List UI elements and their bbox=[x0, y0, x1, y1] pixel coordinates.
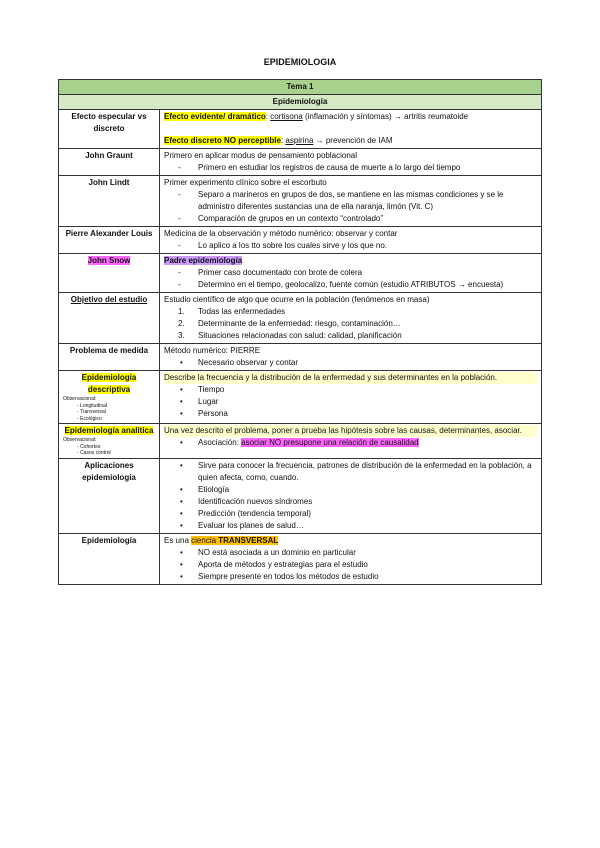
epidemiologia-line bbox=[164, 535, 537, 547]
notes-table bbox=[58, 79, 542, 585]
discrete-highlight: Efecto discreto NO perceptible bbox=[164, 136, 281, 145]
lindt-list bbox=[164, 189, 537, 225]
list-item: • Aporta de métodos y estrategias para el estudio bbox=[164, 559, 537, 571]
row-content-snow bbox=[160, 254, 542, 293]
epidemiologia-list bbox=[164, 547, 537, 583]
row-content-objetivo bbox=[160, 293, 542, 344]
snow-list bbox=[164, 267, 537, 291]
list-item: - Primero en estudiar los registros de causa de muerte a lo largo del tiempo bbox=[164, 162, 537, 174]
row-label-aplicaciones: Aplicaciones epidemiología bbox=[59, 458, 160, 533]
table-row bbox=[59, 458, 542, 533]
row-content-descriptiva bbox=[160, 371, 542, 424]
list-text: Determinante de la enfermedad: riesgo, contaminación… bbox=[198, 319, 401, 328]
list-item: - Determino en el tiempo, geolocalizo, fuente común (estudio ATRIBUTOS → encuesta) bbox=[164, 279, 537, 291]
lindt-line: Primer experimento clínico sobre el escorbuto bbox=[164, 178, 327, 187]
aplicaciones-list bbox=[164, 460, 537, 532]
table-row bbox=[59, 344, 542, 371]
descriptiva-label: Epidemiología descriptiva bbox=[81, 373, 137, 394]
list-item: • Sirve para conocer la frecuencia, patrones de distribución de la enfermedad en la población, a quien afecta, como, cuando. bbox=[164, 460, 537, 484]
row-label-objetivo bbox=[59, 293, 160, 344]
objetivo-label: Objetivo del estudio bbox=[70, 295, 148, 304]
note-list bbox=[63, 403, 155, 423]
analitica-note bbox=[63, 437, 155, 457]
list-item: - Lo aplico a los tto sobre los cuales sirve y los que no. bbox=[164, 240, 537, 252]
list-item bbox=[164, 318, 537, 330]
list-item: • Etiología bbox=[164, 484, 537, 496]
list-item: - Primer caso documentado con brote de colera bbox=[164, 267, 537, 279]
list-text: Todas las enfermedades bbox=[198, 307, 286, 316]
table-row bbox=[59, 110, 542, 149]
row-label-lindt: John Lindt bbox=[59, 176, 160, 227]
row-label-epidemiologia: Epidemiología bbox=[59, 533, 160, 584]
row-content-analitica bbox=[160, 424, 542, 459]
discrete-rest: → prevención de IAM bbox=[313, 136, 393, 145]
row-label-problema: Problema de medida bbox=[59, 344, 160, 371]
note-item: - Transversal bbox=[77, 409, 155, 416]
list-item: • Necesario observar y contar bbox=[164, 357, 537, 369]
band-section-row bbox=[59, 95, 542, 110]
document-title: EPIDEMIOLOGIA bbox=[263, 57, 337, 67]
row-content-efecto bbox=[160, 110, 542, 149]
list-item: • Evaluar los planes de salud… bbox=[164, 520, 537, 532]
list-item: • Persona bbox=[164, 408, 537, 420]
evident-highlight: Efecto evidente/ dramático bbox=[164, 112, 266, 121]
snow-title-line bbox=[164, 255, 537, 267]
note-title: Observacional: bbox=[63, 396, 97, 402]
row-content-lindt bbox=[160, 176, 542, 227]
descriptiva-note bbox=[63, 396, 155, 422]
problema-line: Método numérico: PIERRE bbox=[164, 346, 261, 355]
list-item bbox=[164, 437, 537, 449]
descriptiva-line: Describe la frecuencia y la distribución de la enfermedad y sus determinantes en la población. bbox=[164, 372, 537, 384]
evident-colon: : bbox=[265, 112, 271, 121]
list-number: 2. bbox=[178, 319, 185, 328]
discrete-line bbox=[164, 135, 537, 147]
table-row bbox=[59, 149, 542, 176]
row-content-epidemiologia bbox=[160, 533, 542, 584]
row-content-aplicaciones bbox=[160, 458, 542, 533]
asociacion-highlight: asociar NO presupone una relación de causalidad bbox=[241, 438, 419, 447]
row-label-snow bbox=[59, 254, 160, 293]
list-number: 3. bbox=[178, 331, 185, 340]
row-label-descriptiva bbox=[59, 371, 160, 424]
row-label-graunt: John Graunt bbox=[59, 149, 160, 176]
note-item: - Casos control bbox=[77, 450, 155, 457]
row-content-graunt bbox=[160, 149, 542, 176]
spacer bbox=[164, 123, 537, 135]
list-item: - Separo a marineros en grupos de dos, se mantiene en las mismas condiciones y se le administro diferentes sustancias una de ella naranja, limón (Vit. C) bbox=[164, 189, 537, 213]
list-item: • Identificación nuevos síndromes bbox=[164, 496, 537, 508]
band-section: Epidemiología bbox=[59, 95, 542, 110]
louis-line: Medicina de la observación y método numérico: observar y contar bbox=[164, 229, 398, 238]
graunt-list bbox=[164, 162, 537, 174]
discrete-colon: : bbox=[280, 136, 286, 145]
list-item: • Tiempo bbox=[164, 384, 537, 396]
list-item: • Siempre presente en todos los métodos de estudio bbox=[164, 571, 537, 583]
list-item: • NO está asociada a un dominio en particular bbox=[164, 547, 537, 559]
analitica-line: Una vez descrito el problema, poner a prueba las hipótesis sobre las causas, determinantes, asociar. bbox=[164, 425, 537, 437]
list-item bbox=[164, 330, 537, 342]
table-row bbox=[59, 293, 542, 344]
table-row bbox=[59, 254, 542, 293]
evident-rest: (inflamación y síntomas) → artritis reumatoide bbox=[302, 112, 469, 121]
evident-word: cortisona bbox=[270, 112, 303, 121]
note-item: - Longitudinal bbox=[77, 403, 155, 410]
list-number: 1. bbox=[178, 307, 185, 316]
band-tema: Tema 1 bbox=[59, 80, 542, 95]
transversal-highlight: TRANSVERSAL bbox=[218, 535, 279, 545]
table-row bbox=[59, 227, 542, 254]
list-item: • Lugar bbox=[164, 396, 537, 408]
analitica-label: Epidemiología analítica bbox=[64, 426, 154, 435]
ciencia-prefix: Es una bbox=[164, 535, 192, 545]
analitica-list bbox=[164, 437, 537, 449]
row-label-analitica bbox=[59, 424, 160, 459]
row-label-louis: Pierre Alexander Louis bbox=[59, 227, 160, 254]
note-item: - Cohortes bbox=[77, 444, 155, 451]
row-label-efecto: Efecto especular vs discreto bbox=[59, 110, 160, 149]
note-item: - Ecológico bbox=[77, 416, 155, 423]
objetivo-line: Estudio científico de algo que ocurre en la población (fenómenos en masa) bbox=[164, 295, 430, 304]
table-row bbox=[59, 176, 542, 227]
descriptiva-list bbox=[164, 384, 537, 420]
row-content-louis bbox=[160, 227, 542, 254]
snow-label-highlight: John Snow bbox=[87, 256, 131, 265]
table-row bbox=[59, 533, 542, 584]
louis-list bbox=[164, 240, 537, 252]
discrete-word: aspirina bbox=[285, 136, 314, 145]
list-item: • Predicción (tendencia temporal) bbox=[164, 508, 537, 520]
row-content-problema bbox=[160, 344, 542, 371]
list-item bbox=[164, 306, 537, 318]
objetivo-list bbox=[164, 306, 537, 342]
band-tema-row bbox=[59, 80, 542, 95]
note-list bbox=[63, 444, 155, 457]
snow-title: Padre epidemiología bbox=[164, 256, 243, 265]
table-row bbox=[59, 424, 542, 459]
table-row bbox=[59, 371, 542, 424]
note-title: Observacional: bbox=[63, 437, 97, 443]
list-text: Situaciones relacionadas con salud: calidad, planificación bbox=[198, 331, 402, 340]
problema-list bbox=[164, 357, 537, 369]
ciencia-highlight: ciencia bbox=[191, 535, 219, 545]
graunt-line: Primero en aplicar modus de pensamiento poblacional bbox=[164, 151, 357, 160]
list-item: - Comparación de grupos en un contexto “controlado” bbox=[164, 213, 537, 225]
asociacion-prefix: Asociación: bbox=[198, 438, 242, 447]
evident-line bbox=[164, 111, 537, 123]
